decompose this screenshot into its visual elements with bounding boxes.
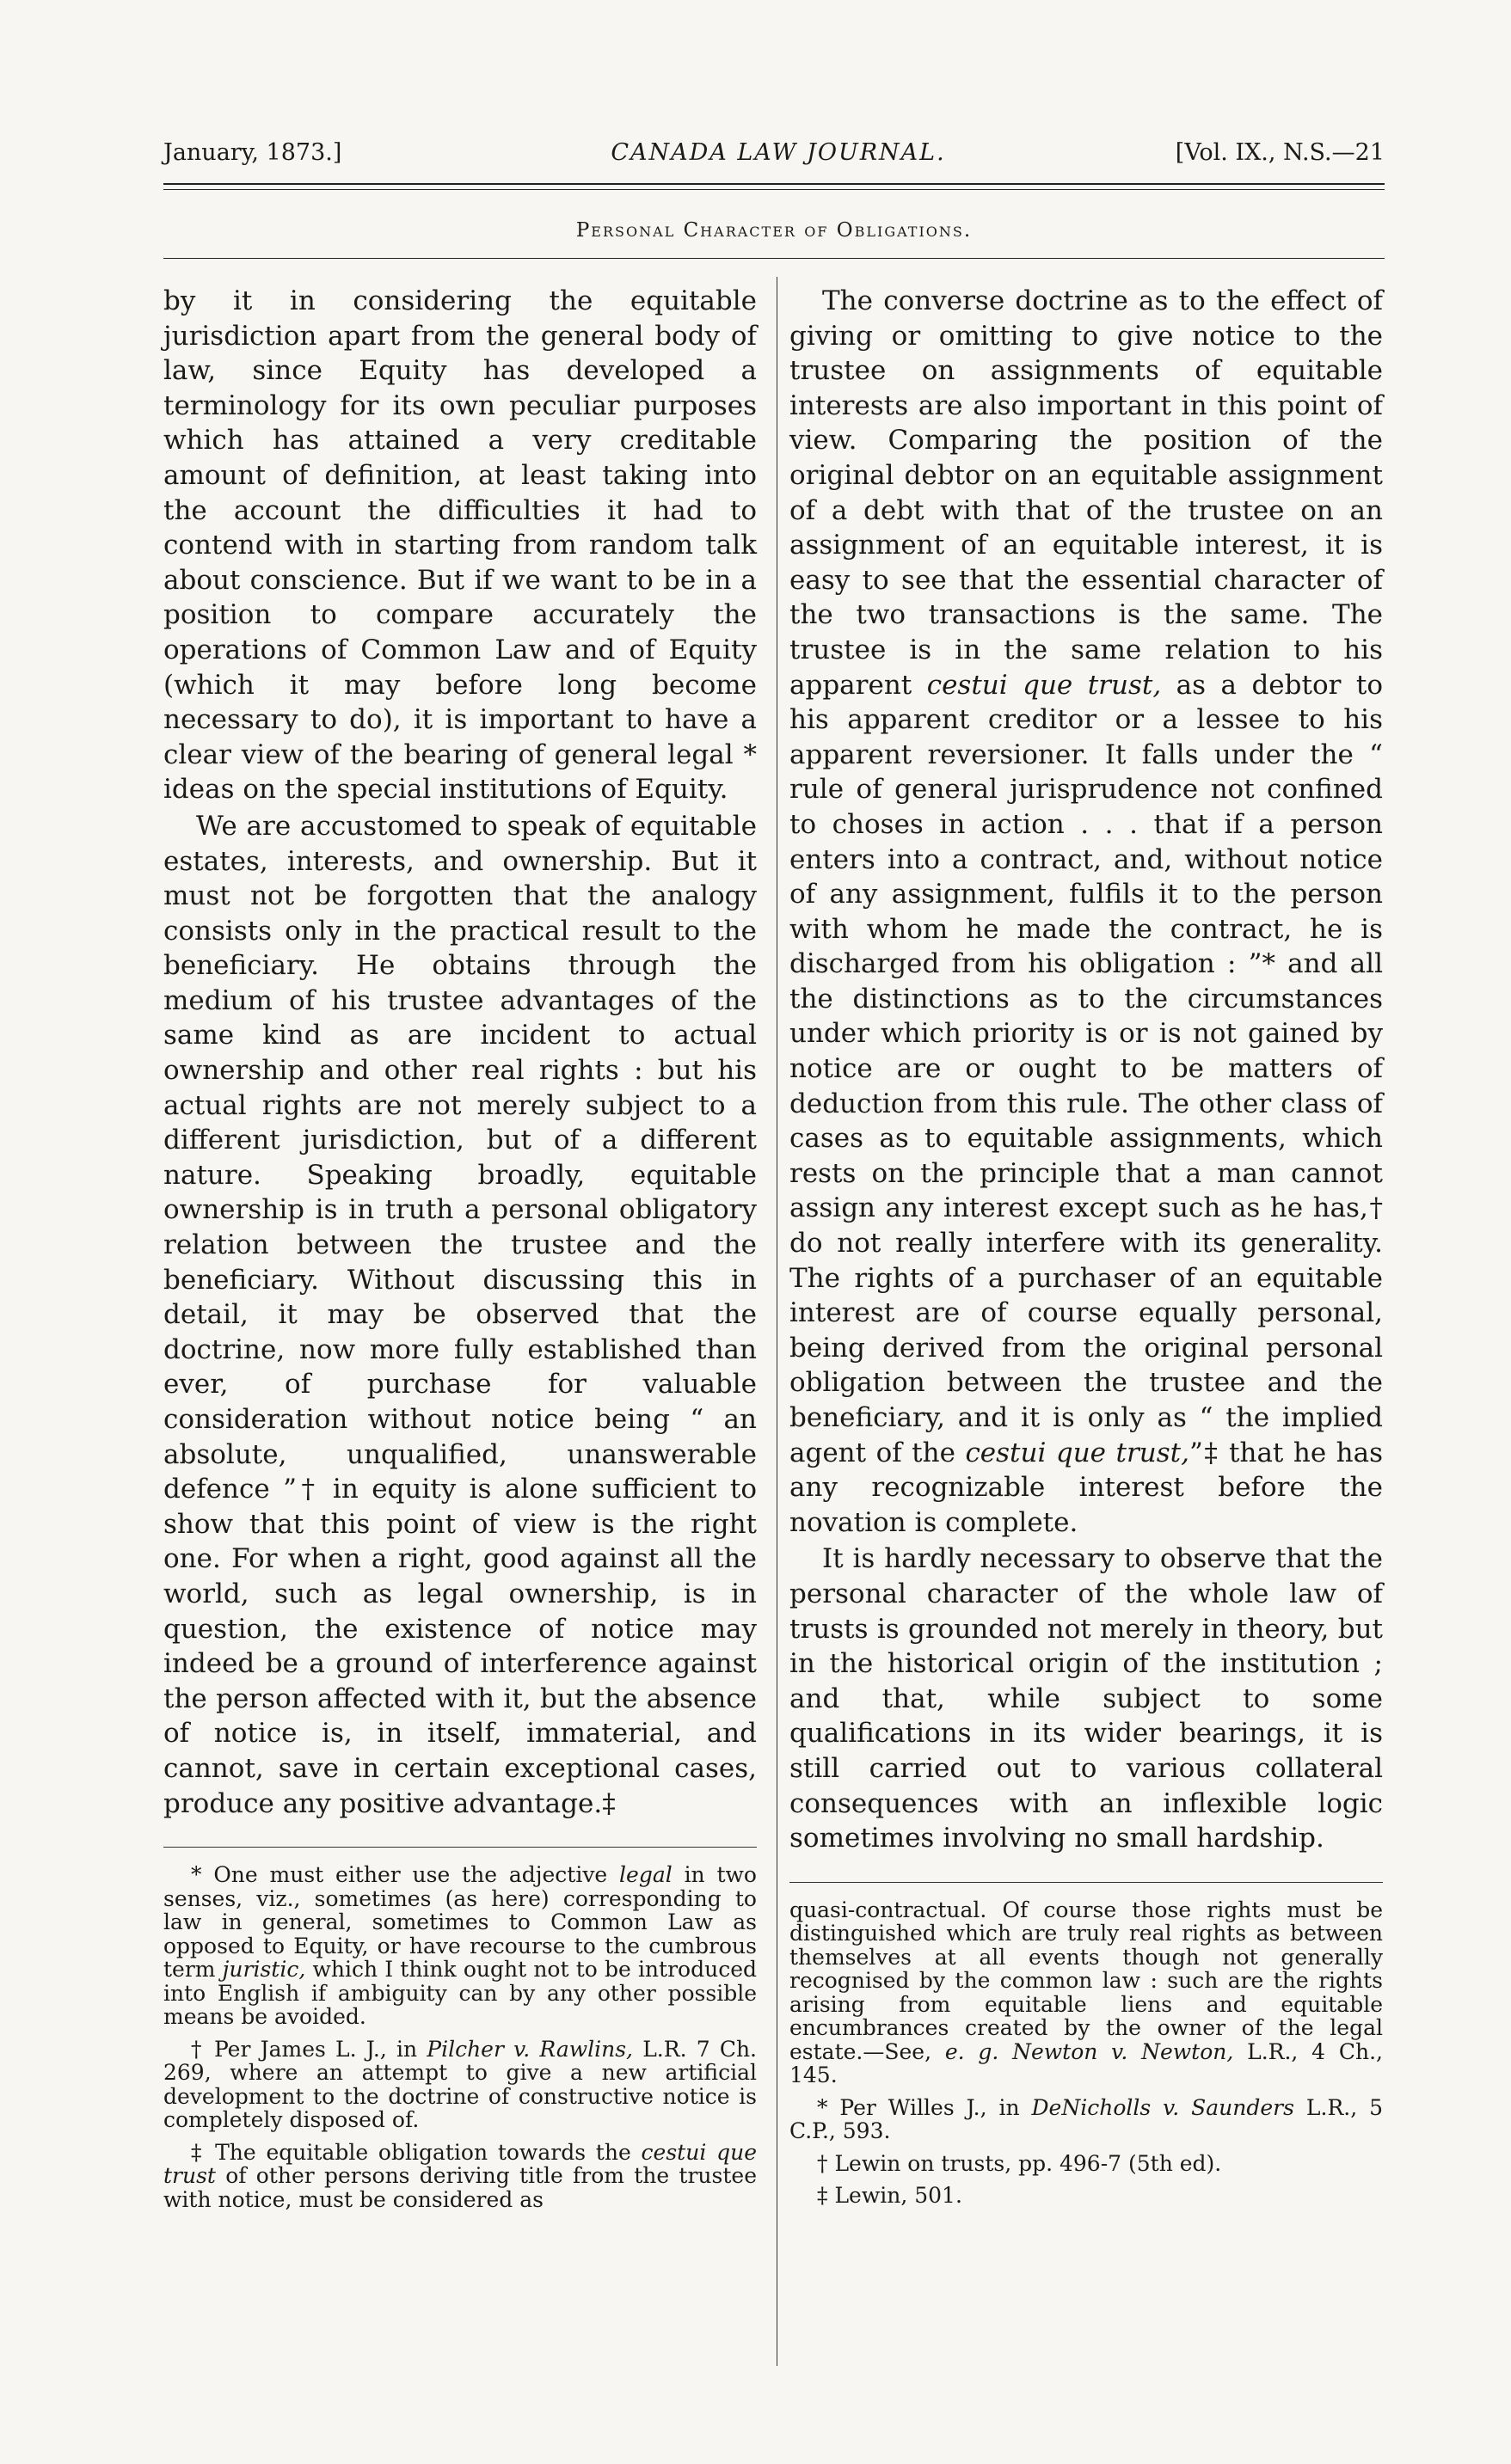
- header-rule-thick: [163, 183, 1385, 185]
- footnote-rule: [789, 1882, 1383, 1883]
- left-column: [163, 284, 757, 2220]
- section-title: Personal Character of Obligations.: [575, 219, 973, 242]
- footnote-rule: [163, 1847, 757, 1848]
- running-header: [163, 139, 1385, 174]
- right-paragraph-2: It is hardly necessary to observe that the personal character of the whole law of trusts is grounded not merely in theory, but in the historical origin of the institution ; and that, while subject to some qualifications in its wider bearings, it is still carried out to various collateral consequences with an inflexible logic sometimes involving no small hardship.: [789, 1543, 1383, 1854]
- right-paragraph-1: The converse doctrine as to the effect of giving or omitting to give notice to the trustee on assignments of equitable interests are also important in this point of view. Comparing the position of the original debtor on an equitable assignment of a debt with that of the trustee on an assignment of an equitable interest, it is easy to see that the essential character of the two transactions is the same. The trustee is in the same relation to his apparent cestui que trust, as a debtor to his apparent creditor or a lessee to his apparent reversioner. It falls under the “ rule of general jurisprudence not confined to choses in action . . . that if a person enters into a contract, and, without notice of any assignment, fulfils it to the person with whom he made the contract, he is discharged from his obligation : ”* and all the distinctions as to the circumstances under which priority is or is not gained by notice are or ought to be matters of deduction from this rule. The other class of cases as to equitable assignments, which rests on the principle that a man cannot assign any interest except such as he has,† do not really interfere with its generality. The rights of a purchaser of an equitable interest are of course equally personal, being derived from the original personal obligation between the trustee and the beneficiary, and it is only as “ the implied agent of the cestui que trust,”‡ that he has any recognizable interest before the novation is complete.: [789, 285, 1384, 1538]
- footnote-legal: * One must either use the adjective legal in two senses, viz., sometimes (as here) corresponding to law in general, sometimes to Common Law as opposed to Equity, or have recourse to the cumbrous term juristic, which I think ought not to be introduced into English if ambiguity can by any other possible means be avoided.: [163, 1862, 757, 2030]
- footnote-lewin-2: ‡ Lewin, 501.: [817, 2183, 962, 2209]
- footnote-lewin-1: † Lewin on trusts, pp. 496-7 (5th ed).: [817, 2150, 1222, 2176]
- footnote-willes: * Per Willes J., in DeNicholls v. Saunders L.R., 5 C.P., 593.: [789, 2094, 1383, 2144]
- right-column: [789, 284, 1383, 2216]
- footnote-continued-quasi-contractual: quasi-contractual. Of course those rights must be distinguished which are truly real rights as between themselves at all events though not generally recognised by the common law : such are the rights arising from equitable liens and equitable encumbrances created by the owner of the legal estate.—See, e. g. Newton v. Newton, L.R., 4 Ch., 145.: [789, 1897, 1383, 2088]
- section-rule: [163, 258, 1385, 259]
- header-volume: [Vol. IX., N.S.—21: [1175, 139, 1385, 166]
- header-date: January, 1873.]: [163, 139, 342, 166]
- header-journal-title: CANADA LAW JOURNAL.: [611, 139, 946, 166]
- left-paragraph-1: by it in considering the equitable jurisdiction apart from the general body of law, since Equity has developed a terminology for its own peculiar purposes which has attained a very creditable amount of definition, at least taking into the account the difficulties it had to contend with in starting from random talk about conscience. But if we want to be in a position to compare accurately the operations of Common Law and of Equity (which it may before long become necessary to do), it is important to have a clear view of the bearing of general legal * ideas on the special institutions of Equity.: [163, 285, 757, 806]
- header-rule-thin: [163, 189, 1385, 190]
- footnote-pilcher: † Per James L. J., in Pilcher v. Rawlins, L.R. 7 Ch. 269, where an attempt to give a new artificial development to the doctrine of constructive notice is completely disposed of.: [163, 2036, 757, 2133]
- left-paragraph-2: We are accustomed to speak of equitable estates, interests, and ownership. But it must not be forgotten that the analogy consists only in the practical result to the beneficiary. He obtains through the medium of his trustee advantages of the same kind as are incident to actual ownership and other real rights : but his actual rights are not merely subject to a different jurisdiction, but of a different nature. Speaking broadly, equitable ownership is in truth a personal obligatory relation between the trustee and the beneficiary. Without discussing this in detail, it may be observed that the doctrine, now more fully established than ever, of purchase for valuable consideration without notice being “ an absolute, unqualified, unanswerable defence ”† in equity is alone sufficient to show that this point of view is the right one. For when a right, good against all the world, such as legal ownership, is in question, the existence of notice may indeed be a ground of interference against the person affected with it, but the absence of notice is, in itself, immaterial, and cannot, save in certain exceptional cases, produce any positive advantage.‡: [163, 810, 757, 1819]
- footnote-equitable-obligation: ‡ The equitable obligation towards the cestui que trust of other persons deriving title from the trustee with notice, must be considered as: [163, 2139, 757, 2212]
